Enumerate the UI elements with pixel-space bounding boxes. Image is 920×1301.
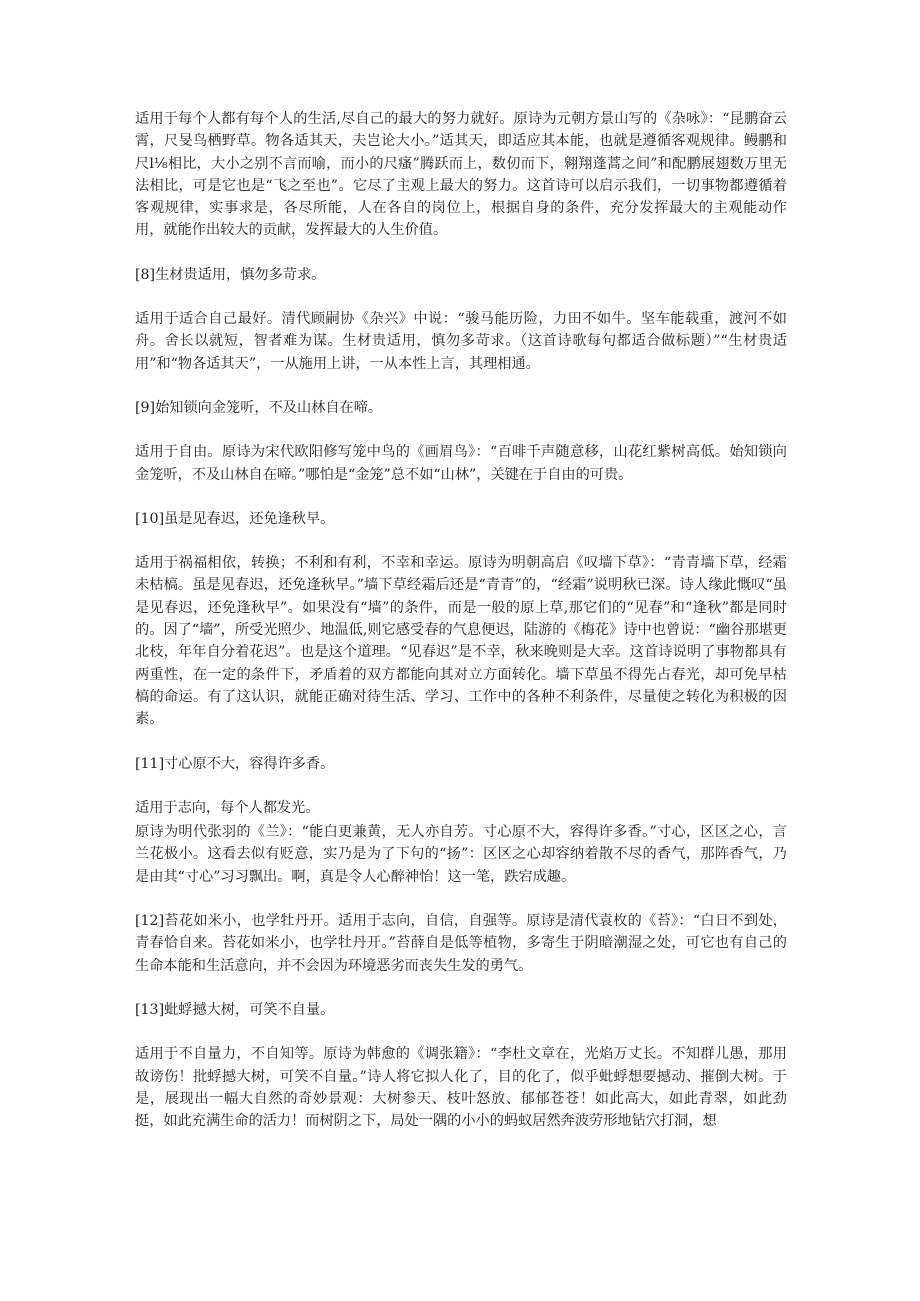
paragraph-8: 适用于适合自己最好。清代顾嗣协《杂兴》中说：“骏马能历险，力田不如牛。坚车能载重，渡河不如舟。舍长以就短，智者难为谋。生材贵适用，慎勿多苛求。（这首诗歌每句都适合做标题）”“生材贵适用”和“物各适其天”，一从施用上讲，一从本性上言，其理相通。 [135,311,787,372]
heading-8: [8]生材贵适用，慎勿多苛求。 [135,266,326,283]
paragraph-12: [12]苔花如米小，也学牡丹开。适用于志向，自信，自强等。原诗是清代袁枚的《苔》：“白日不到处，青春恰自来。苔花如米小，也学牡丹开。”苔薛自是低等植物，多寄生于阴暗潮湿之处，可它也有自己的生命本能和生活意向，并不会因为环境恶劣而丧失生发的勇气。 [135,913,787,974]
paragraph-11-summary: 适用于志向，每个人都发光。 [135,799,320,816]
heading-9: [9]始知锁向金笼听，不及山林自在啼。 [135,399,383,416]
heading-11: [11]寸心原不大，容得许多香。 [135,755,335,772]
paragraph-10: 适用于祸福相依，转换；不利和有利，不幸和幸运。原诗为明朝高启《叹墙下草》：“青青墙下草，经霜未枯槁。虽是见春迟，还免逢秋早。”墙下草经霜后还是“青青”的，“经霜”说明秋已深。诗人缘此慨叹“虽是见春迟，还免逢秋早”。如果没有“墙”的条件，而是一般的原上草,那它们的“见春”和“逢秋”都是同时的。因了“墙”，所受光照少、地温低,则它感受春的气息便迟，陆游的《梅花》诗中也曾说：“幽谷那堪更北枝，年年自分着花迟”。也是这个道理。“见春迟”是不幸，秋来晚则是大幸。这首诗说明了事物都具有两重性，在一定的条件下，矛盾着的双方都能向其对立方面转化。墙下草虽不得先占春光，却可免早枯槁的命运。有了这认识，就能正确对待生活、学习、工作中的各种不利条件，尽量使之转化为积极的因素。 [135,555,787,728]
paragraph-11: 原诗为明代张羽的《兰》：“能白更兼黄，无人亦自芳。寸心原不大，容得许多香。”寸心，区区之心，言兰花极小。这看去似有贬意，实乃是为了下句的“扬”：区区之心却容纳着散不尽的香气，那阵香气，乃是由其“寸心”习习飘出。啊，真是令人心醉神怡！这一笔，跌宕成趣。 [135,824,787,885]
document-page [135,108,787,1132]
paragraph-13: 适用于不自量力，不自知等。原诗为韩愈的《调张籍》：“李杜文章在，光焰万丈长。不知群儿愚，那用故谤伤！批蜉撼大树，可笑不自量。”诗人将它拟人化了，目的化了，似乎蚍蜉想要撼动、摧倒大树。于是，展现出一幅大自然的奇妙景观：大树参天、枝叶怒放、郁郁苍苍！如此高大，如此青翠，如此劲挺，如此充满生命的活力！而树阴之下，局处一隅的小小的蚂蚁居然奔波劳形地钻穴打洞，想 [135,1046,787,1130]
heading-10: [10]虽是见春迟，还免逢秋早。 [135,510,335,527]
heading-13: [13]蚍蜉撼大树，可笑不自量。 [135,1001,335,1018]
paragraph-intro: 适用于每个人都有每个人的生活,尽自己的最大的努力就好。原诗为元朝方景山写的《杂咏》：“昆鹏奋云霄，尺旻鸟栖野草。物各适其天，夫岂论大小。”适其天，即适应其本能，也就是遵循客观规律。鳗鹏和尺l⅛相比，大小之别不言而喻，而小的尺瘙”腾跃而上，数仞而下，翱翔蓬蒿之间”和配鹏展翅数万里无法相比，可是它也是“飞之至也”。它尽了主观上最大的努力。这首诗可以启示我们，一切事物都遵循着客观规律，实事求是，各尽所能，人在各自的岗位上，根据自身的条件，充分发挥最大的主观能动作用，就能作出较大的贡献，发挥最大的人生价值。 [135,111,787,239]
paragraph-9: 适用于自由。原诗为宋代欧阳修写笼中鸟的《画眉鸟》：“百啡千声随意移，山花红紫树高低。始知锁向金笼听，不及山林自在啼。”哪怕是“金笼”总不如“山林”，关键在于自由的可贵。 [135,444,787,483]
